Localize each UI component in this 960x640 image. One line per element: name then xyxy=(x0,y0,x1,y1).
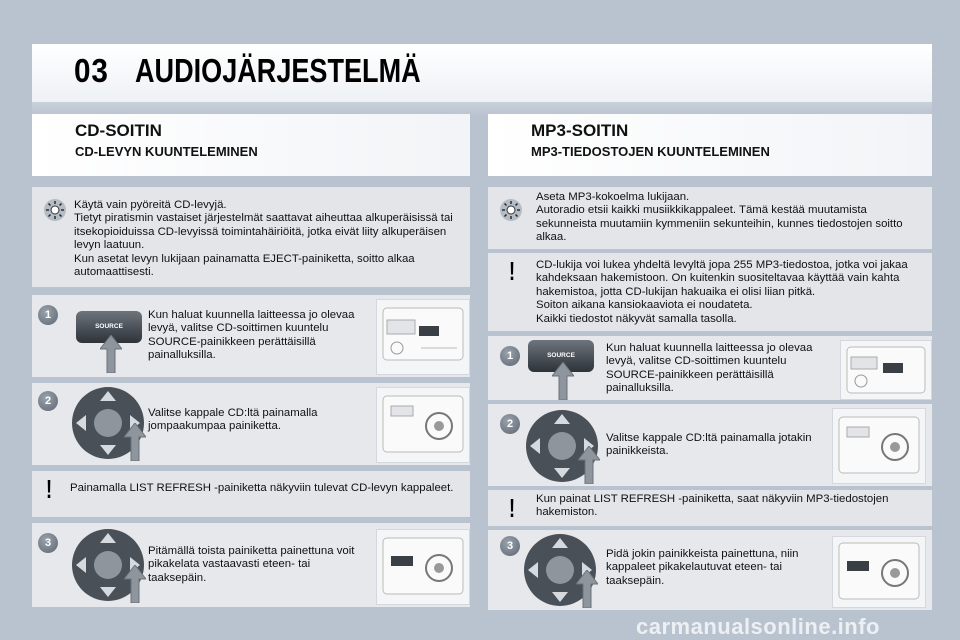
chapter-title: AUDIOJÄRJESTELMÄ xyxy=(135,52,421,89)
right-step3-panel xyxy=(488,530,932,610)
right-section-subtitle: MP3-TIEDOSTOJEN KUUNTELEMINEN xyxy=(531,144,770,159)
arrow-up-icon xyxy=(552,362,574,400)
radio-unit-icon xyxy=(376,529,470,605)
left-section-subtitle: CD-LEVYN KUUNTELEMINEN xyxy=(75,144,258,159)
left-step1-panel xyxy=(32,295,470,377)
left-section-header xyxy=(32,114,470,176)
warning-icon: ! xyxy=(508,493,516,523)
right-step1-panel xyxy=(488,336,932,400)
step-badge: 3 xyxy=(500,536,520,556)
step-badge: 1 xyxy=(500,346,520,366)
arrow-up-icon xyxy=(100,335,122,373)
left-warning-panel xyxy=(32,471,470,517)
arrow-up-icon xyxy=(576,570,598,608)
warning-icon: ! xyxy=(45,474,53,504)
sun-icon xyxy=(44,199,66,221)
left-step3-text: Pitämällä toista painiketta painettuna voit pikakelata vastaavasti eteen- tai taaksepäin. xyxy=(148,545,355,584)
left-info-text: Käytä vain pyöreitä CD-levyjä. Tietyt piratismin vastaiset järjestelmät saattavat aiheuttaa alkuperäisissä tai itsekopioiduissa CD-levyissä toimintahäiriöitä, jotka eivät liity alkuperäisen levyn laatuun. Kun asetat levyn lukijaan painamatta EJECT-painiketta, soitto alkaa automaattisesti. xyxy=(74,199,453,279)
sun-icon xyxy=(500,199,522,221)
right-warning1-text: CD-lukija voi lukea yhdeltä levyltä jopa 255 MP3-tiedostoa, jotka voi jakaa kahdeksaan hakemistoon. On kuitenkin suositeltavaa käyttää vain kahta hakemistoa, jotta CD-lukijan hakuaika ei olisi liian pitkä. Soiton aikana kansiokaaviota ei noudateta. Kaikki tiedostot näkyvät samalla tasolla. xyxy=(536,259,908,325)
radio-unit-icon xyxy=(376,387,470,463)
step-badge: 2 xyxy=(38,391,58,411)
left-step2-panel xyxy=(32,383,470,465)
chapter-number: 03 xyxy=(74,52,109,89)
watermark: carmanualsonline.info xyxy=(636,614,880,639)
left-step2-text: Valitse kappale CD:ltä painamalla jompaakumpaa painiketta. xyxy=(148,407,318,433)
arrow-up-icon xyxy=(578,446,600,484)
right-info-text: Aseta MP3-kokoelma lukijaan. Autoradio etsii kaikki musiikkikappaleet. Tämä kestää muutamista sekunneista muutamiin kymmeniin sekunteihin, kunnes tiedostojen soitto alkaa. xyxy=(536,191,903,244)
source-button-icon: SOURCE xyxy=(76,311,142,343)
right-warning1-panel xyxy=(488,253,932,331)
right-step2-text: Valitse kappale CD:ltä painamalla jotakin painikkeista. xyxy=(606,432,812,458)
radio-unit-icon xyxy=(376,299,470,375)
radio-unit-icon xyxy=(832,536,926,608)
left-info-panel xyxy=(32,187,470,287)
arrow-up-icon xyxy=(124,423,146,461)
right-step2-panel xyxy=(488,404,932,486)
right-info-panel xyxy=(488,187,932,249)
right-step1-text: Kun haluat kuunnella laitteessa jo olevaa levyä, valitse CD-soittimen kuuntelu SOURCE-painikkeen perättäisillä painalluksilla. xyxy=(606,342,813,395)
step-badge: 1 xyxy=(38,305,58,325)
left-warning-text: Painamalla LIST REFRESH -painiketta näkyviin tulevat CD-levyn kappaleet. xyxy=(70,482,454,494)
radio-unit-icon xyxy=(840,340,932,400)
left-section-title: CD-SOITIN xyxy=(75,121,162,140)
right-section-header xyxy=(488,114,932,176)
warning-icon: ! xyxy=(508,256,516,286)
right-section-title: MP3-SOITIN xyxy=(531,121,629,140)
arrow-up-icon xyxy=(124,565,146,603)
right-step3-text: Pidä jokin painikkeista painettuna, niin kappaleet pikakelautuvat eteen- tai taaksepäin. xyxy=(606,548,799,587)
left-step3-panel xyxy=(32,523,470,607)
right-warning2-text: Kun painat LIST REFRESH -painiketta, saat näkyviin MP3-tiedostojen hakemiston. xyxy=(536,493,889,519)
right-warning2-panel xyxy=(488,490,932,526)
step-badge: 2 xyxy=(500,414,520,434)
radio-unit-icon xyxy=(832,408,926,484)
step-badge: 3 xyxy=(38,533,58,553)
source-button-icon: SOURCE xyxy=(528,340,594,372)
left-step1-text: Kun haluat kuunnella laitteessa jo olevaa levyä, valitse CD-soittimen kuuntelu SOURCE-painikkeen perättäisillä painalluksilla. xyxy=(148,309,355,362)
